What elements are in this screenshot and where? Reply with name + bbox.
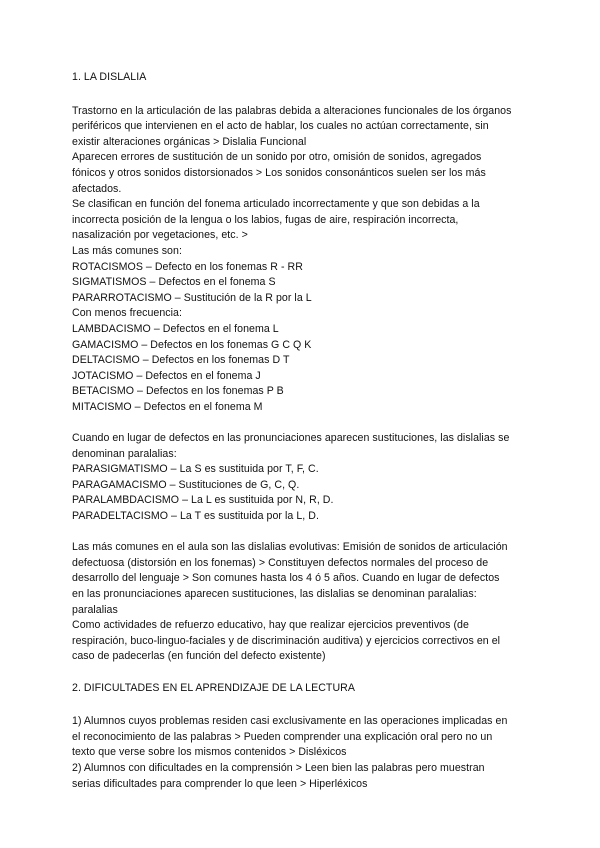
text-line: paralalias — [72, 603, 118, 616]
text-line: Las más comunes son: — [72, 244, 182, 257]
text-line: en las pronunciaciones aparecen sustituciones, las dislalias se denominan paralalias: — [72, 588, 477, 600]
text-line: existir alteraciones orgánicas > Dislalia Funcional — [72, 135, 307, 148]
dislalia-type-line: MITACISMO – Defectos en el fonema M — [72, 400, 263, 413]
section-1-intro — [72, 104, 542, 416]
text-line: texto que verse sobre los mismos contenidos > Disléxicos — [72, 746, 347, 759]
text-line: desarrollo del lenguaje > Son comunes hasta los 4 ó 5 años. Cuando en lugar de defectos — [72, 572, 500, 585]
dislalia-type-line: BETACISMO – Defectos en los fonemas P B — [72, 385, 284, 398]
text-line: afectados. — [72, 182, 122, 195]
text-line: Las más comunes en el aula son las dislalias evolutivas: Emisión de sonidos de articulación — [72, 541, 508, 554]
text-line: Trastorno en la articulación de las palabras debida a alteraciones funcionales de los órganos — [72, 104, 512, 117]
text-line: caso de padecerlas (en función del defecto existente) — [72, 650, 326, 663]
dislalia-type-line: DELTACISMO – Defectos en los fonemas D T — [72, 354, 290, 367]
text-line: fónicos y otros sonidos distorsionados > Los sonidos consonánticos suelen ser los más — [72, 166, 486, 179]
text-line: incorrecta posición de la lengua o los labios, fugas de aire, respiración incorrecta, — [72, 213, 459, 226]
dislalia-type-line: LAMBDACISMO – Defectos en el fonema L — [72, 322, 279, 335]
text-line: Con menos frecuencia: — [72, 307, 182, 320]
text-line: serias dificultades para comprender lo que leen > Hiperléxicos — [72, 777, 368, 790]
document-page — [72, 70, 542, 792]
text-line: defectuosa (distorsión en los fonemas) > Constituyen defectos normales del proceso de — [72, 556, 489, 569]
dislalia-type-line: GAMACISMO – Defectos en los fonemas G C Q K — [72, 338, 312, 351]
text-line: respiración, buco-linguo-faciales y de discriminación auditiva) y ejercicios correctivos en el — [72, 634, 501, 647]
text-line: Cuando en lugar de defectos en las pronunciaciones aparecen sustituciones, las dislalias se — [72, 432, 510, 445]
dislalia-type-line: SIGMATISMOS – Defectos en el fonema S — [72, 276, 276, 289]
dislalia-type-line: JOTACISMO – Defectos en el fonema J — [72, 369, 261, 382]
text-line: nasalización por vegetaciones, etc. > — [72, 229, 248, 242]
section-1-title: 1. LA DISLALIA — [72, 71, 147, 83]
text-line: periféricos que intervienen en el acto de hablar, los cuales no actúan correctamente, sin — [72, 120, 489, 133]
text-line: Se clasifican en función del fonema articulado incorrectamente y que son debidas a la — [72, 198, 480, 211]
dislalia-type-line: ROTACISMOS – Defecto en los fonemas R - RR — [72, 260, 303, 273]
paralalia-type-line: PARADELTACISMO – La T es sustituida por la L, D. — [72, 510, 319, 523]
paralalia-type-line: PARALAMBDACISMO – La L es sustituida por N, R, D. — [72, 494, 334, 507]
section-1-paralalias — [72, 431, 542, 525]
text-line: el reconocimiento de las palabras > Pueden comprender una explicación oral pero no un — [72, 730, 493, 743]
text-line: Aparecen errores de sustitución de un sonido por otro, omisión de sonidos, agregados — [72, 151, 482, 164]
section-2-title: 2. DIFICULTADES EN EL APRENDIZAJE DE LA LECTURA — [72, 681, 355, 694]
text-line: Como actividades de refuerzo educativo, hay que realizar ejercicios preventivos (de — [72, 619, 469, 632]
dislalia-type-line: PARARROTACISMO – Sustitución de la R por la L — [72, 291, 312, 304]
section-1-evolutivas — [72, 540, 542, 665]
text-line: denominan paralalias: — [72, 447, 177, 460]
section-2-body — [72, 714, 542, 792]
text-line: 1) Alumnos cuyos problemas residen casi exclusivamente en las operaciones implicadas en — [72, 715, 508, 728]
text-line: 2) Alumnos con dificultades en la comprensión > Leen bien las palabras pero muestran — [72, 761, 485, 774]
paralalia-type-line: PARASIGMATISMO – La S es sustituida por T, F, C. — [72, 463, 319, 476]
paralalia-type-line: PARAGAMACISMO – Sustituciones de G, C, Q. — [72, 478, 300, 491]
